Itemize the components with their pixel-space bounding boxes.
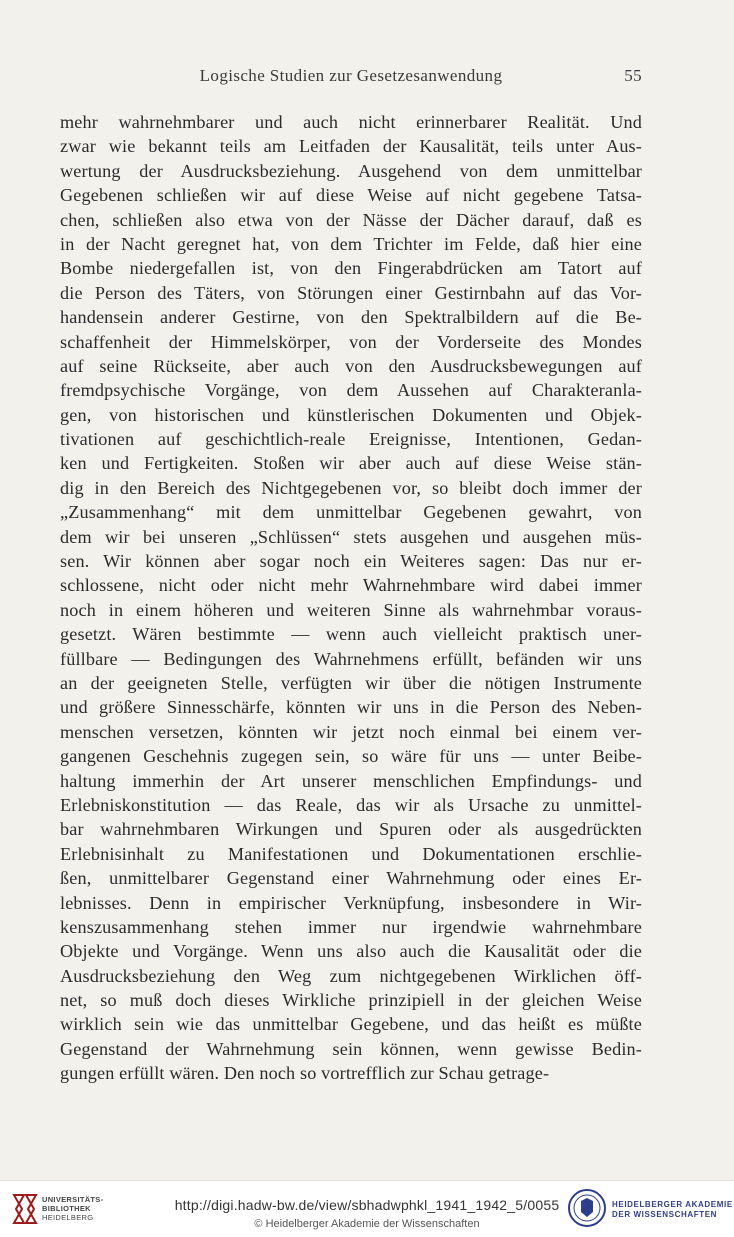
text-line: füllbare — Bedingungen des Wahrnehmens erfüllt, befänden wir uns — [60, 648, 642, 669]
text-line: schlossene, nicht oder nicht mehr Wahrnehmbare wird dabei immer — [60, 575, 642, 596]
running-head — [60, 66, 642, 90]
text-line: gangenen Geschehnis zugegen sein, so wäre für uns — unter Beibe- — [60, 746, 642, 767]
text-line: dem wir bei unseren „Schlüssen“ stets ausgehen und ausgehen müs- — [60, 526, 642, 547]
text-line: Gegebenen schließen wir auf diese Weise auf nicht gegebene Tatsa- — [60, 185, 642, 206]
text-line: in der Nacht geregnet hat, von dem Trichter im Felde, daß hier eine — [60, 233, 642, 254]
text-line: kenszusammenhang stehen immer nur irgendwie wahrnehmbare — [60, 916, 642, 937]
text-line: tivationen auf geschichtlich-reale Ereignisse, Intentionen, Gedan- — [60, 429, 642, 450]
text-line: wirklich sein wie das unmittelbar Gegebene, und das heißt es müßte — [60, 1014, 642, 1035]
text-line: die Person des Täters, von Störungen einer Gestirnbahn auf das Vor- — [60, 282, 642, 303]
permalink-url[interactable]: http://digi.hadw-bw.de/view/sbhadwphkl_1941_1942_5/0055 — [174, 1197, 560, 1213]
copyright-notice: © Heidelberger Akademie der Wissenschaften — [254, 1218, 480, 1230]
text-line: fremdpsychische Vorgänge, von dem Aussehen auf Charakteranla- — [60, 380, 642, 401]
text-line: und größere Sinnesschärfe, könnten wir uns in die Person des Neben- — [60, 697, 642, 718]
text-line: chen, schließen also etwa von der Nässe der Dächer darauf, daß es — [60, 209, 642, 230]
academy-name: HEIDELBERGER AKADEMIE DER WISSENSCHAFTEN — [612, 1200, 733, 1219]
text-line: dig in den Bereich des Nichtgegebenen vor, so bleibt doch immer der — [60, 477, 642, 498]
text-line: mehr wahrnehmbarer und auch nicht erinnerbarer Realität. Und — [60, 112, 642, 132]
text-line: Bombe niedergefallen ist, von den Fingerabdrücken am Tatort auf — [60, 258, 642, 279]
university-library-name: UNIVERSITÄTS- BIBLIOTHEK HEIDELBERG — [42, 1195, 104, 1222]
text-line: ken und Fertigkeiten. Stoßen wir aber auch auf diese Weise stän- — [60, 453, 642, 474]
text-line: Gegenstand der Wahrnehmung sein können, wenn gewisse Bedin- — [60, 1038, 642, 1059]
text-line: lebnisses. Denn in empirischer Verknüpfung, insbesondere in Wir- — [60, 892, 642, 913]
text-line: noch in einem höheren und weiteren Sinne als wahrnehmbar voraus- — [60, 599, 642, 620]
page-number: 55 — [624, 66, 642, 85]
text-line: ßen, unmittelbarer Gegenstand einer Wahrnehmung oder eines Er- — [60, 868, 642, 889]
text-line: haltung immerhin der Art unserer menschlichen Empfindungs- und — [60, 770, 642, 791]
text-line: bar wahrnehmbaren Wirkungen und Spuren oder als ausgedrückten — [60, 819, 642, 840]
academy-seal-icon — [567, 1188, 607, 1228]
text-line: menschen versetzen, könnten wir jetzt noch einmal bei einem ver- — [60, 721, 642, 742]
text-line: schaffenheit der Himmelskörper, von der Vorderseite des Mondes — [60, 331, 642, 352]
text-line: zwar wie bekannt teils am Leitfaden der Kausalität, teils unter Aus- — [60, 136, 642, 157]
text-line: gungen erfüllt wären. Den noch so vortrefflich zur Schau getrage- — [60, 1063, 550, 1084]
body-text — [60, 110, 642, 1086]
text-line: auf seine Rückseite, aber auch von den Ausdrucksbewegungen auf — [60, 355, 642, 376]
text-line: „Zusammenhang“ mit dem unmittelbar Gegebenen gewahrt, von — [60, 502, 642, 523]
text-line: gen, von historischen und künstlerischen Dokumenten und Objek- — [60, 404, 642, 425]
text-line: Ausdrucksbeziehung den Weg zum nichtgegebenen Wirklichen öff- — [60, 965, 642, 986]
text-line: sen. Wir können aber sogar noch ein Weiteres sagen: Das nur er- — [60, 551, 642, 572]
footer-bar — [0, 1180, 734, 1237]
text-line: Erlebnisinhalt zu Manifestationen und Dokumentationen erschlie- — [60, 843, 642, 864]
text-line: Objekte und Vorgänge. Wenn uns also auch die Kausalität oder die — [60, 941, 642, 962]
text-line: net, so muß doch dieses Wirkliche prinzipiell in der gleichen Weise — [60, 990, 642, 1011]
text-line: handensein anderer Gestirne, von den Spektralbildern auf die Be- — [60, 307, 642, 328]
text-line: gesetzt. Wären bestimmte — wenn auch vielleicht praktisch uner- — [60, 624, 642, 645]
text-line: Erlebniskonstitution — das Reale, das wir als Ursache zu unmittel- — [60, 794, 642, 815]
running-title: Logische Studien zur Gesetzesanwendung — [199, 66, 503, 85]
text-line: an der geeigneten Stelle, verfügten wir über die nötigen Instrumente — [60, 672, 642, 693]
text-line: wertung der Ausdrucksbeziehung. Ausgehend von dem unmittelbar — [60, 160, 642, 181]
